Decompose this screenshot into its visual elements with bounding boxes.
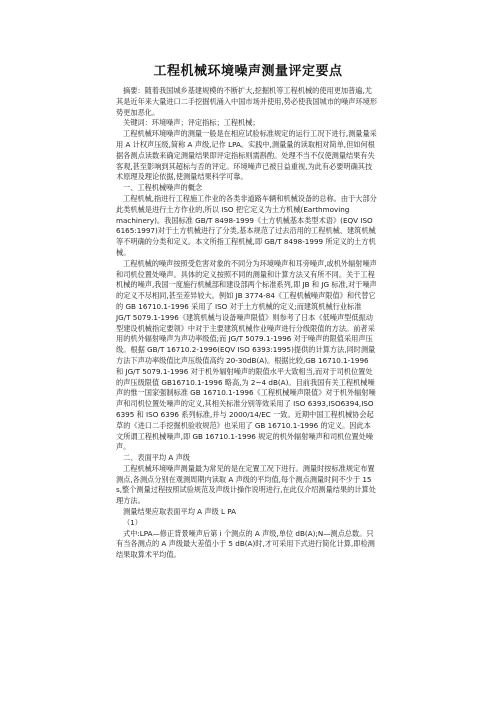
- body-paragraph: 工程机械的噪声按照受危害对象的不同分为环境噪声和耳旁噪声,或机外辐射噪声和司机位置处噪声。具体的定义按照不同的测量和计算方法又有所不同。关于工程机械的噪声,我国一度施行机械部和建设部两个标准系列,即 JB 和 JG 标准,对于噪声的定义不尽相同,甚至差异较大。例如 JB 3774-84《工程机械噪声限值》和代替它的 GB 16710.1-1996 采用了 ISO 对于土方机械的定义;而建筑机械行业标准 JG/T 5079.1-1996《建筑机械与设备噪声限值》则参考了日本《低噪声型低振动型建设机械指定要领》中对于主要建筑机械作业噪声进行分级限值的方法。前者采用的机外辐射噪声为声功率级值;而 JG/T 5079.1-1996 对于噪声的限值采用声压级。根据 GB/T 16710.2-1996(EQV ISO 6393:1995)提供的计算方法,同时测量方法下声功率级值比声压级值高约 20-30dB(A)。根据比较,GB 16710.1-1996 和 JG/T 5079.1-1996 对于机外辐射噪声的限值水平大致相当,而对于司机位置处的声压级限值 GB16710.1-1996 略高,为 2~4 dB(A)。目前我国有关工程机械噪声的惟一国家强制标准 GB 16710.1-1996《工程机械噪声限值》对于机外辐射噪声和司机位置处噪声的定义,其相关标准分别等效采用了 ISO 6393,ISO6394,ISO 6395 和 ISO 6396 系列标准,并与 2000/14/EC 一致。近期中国工程机械协会起草的《进口二手挖掘机验收规范》也采用了 GB 16710.1-1996 的定义。因此本文所谓工程机械噪声,即 GB 16710.1-1996 规定的机外辐射噪声和司机位置处噪声。: [116, 258, 377, 452]
- intro-paragraph: 工程机械环境噪声的测量一般是在相应试验标准规定的运行工况下进行,测量量采用 A 计权声压级,简称 A 声级,记作 LPA。实践中,测量量的读取相对简单,但如何根据各测点读数来确定测量结果即评定指标则需斟酌。处理不当不仅使测量结果有失客观,甚至影响到其超标与否的评定。环境噪声已被日益重视,为此有必要明确其技术原理及理论依据,使测量结果科学可靠。: [116, 129, 377, 182]
- section-heading-2: 二、表面平均 A 声级: [123, 453, 190, 463]
- document-title: 工程机械环境噪声测量评定要点: [153, 64, 343, 79]
- equation-number: （1）: [123, 517, 142, 527]
- body-paragraph: 式中:LPA—修正背景噪声后第 i 个测点的 A 声级,单位 dB(A);N—测点总数。只有当各测点的 A 声级最大差值小于 5 dB(A)时,才可采用下式进行简化计算,即检测结果取算术平均值。: [116, 528, 375, 560]
- abstract-paragraph: 摘要：随着我国城乡基建规模的不断扩大,挖掘机等工程机械的使用更加普遍,尤其是近年来大量进口二手挖掘机涌入中国市场并使用,势必使我国城市的噪声环境形势更加恶化。: [116, 86, 378, 117]
- document-body: [116, 86, 378, 561]
- body-paragraph: 工程机械,指进行工程施工作业的各类非道路车辆和机械设备的总称。由于大部分此类机械是进行土方作业的,所以 ISO 把它定义为土方机械(Earthmoving machinery)。我国标准 GB/T 8498-1999《土方机械基本类型术语》(EQV ISO 6165:1997)对于土方机械进行了分类,基本规范了过去沿用的工程机械、建筑机械等不明确的分类和定义。本文所指工程机械,即 GB/T 8498-1999 所定义的土方机械。: [116, 193, 377, 257]
- body-paragraph: 工程机械环境噪声测量最为常见的是在定置工况下进行。测量时按标准规定布置测点,各测点分别在观测周期内读取 A 声级的平均值,每个测点测量时间不少于 15 s,整个测量过程按照试验规范及声级计操作说明进行,在此仅介绍测量结果的计算处理方法。: [116, 463, 376, 506]
- section-heading-1: 一、工程机械噪声的概念: [123, 183, 203, 193]
- body-paragraph: 测量结果应取表面平均 A 声级 L PA: [123, 507, 237, 517]
- keywords-line: 关键词：环境噪声；评定指标；工程机械；: [123, 118, 260, 128]
